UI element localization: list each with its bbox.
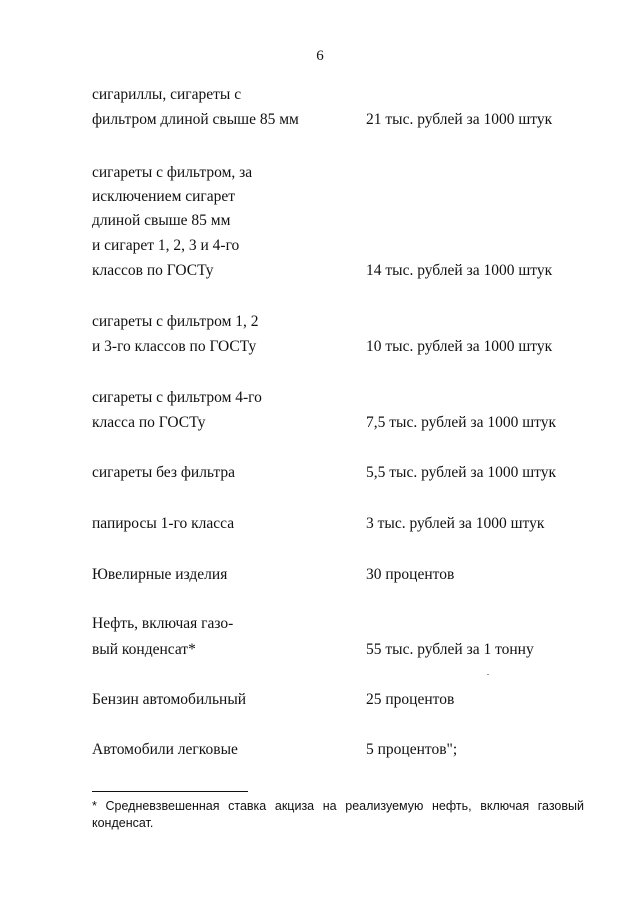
row-name-line: и 3-го классов по ГОСТу — [92, 338, 257, 355]
row-name-line: классов по ГОСТу — [92, 262, 214, 279]
page-number: 6 — [316, 48, 324, 64]
row-name-line: сигареты с фильтром 4-го — [92, 389, 262, 406]
row-rate: 10 тыс. рублей за 1000 штук — [366, 338, 553, 355]
row-name-line: вый конденсат* — [92, 641, 196, 658]
row-name-line: сигареты с фильтром 1, 2 — [92, 313, 259, 330]
row-rate: 55 тыс. рублей за 1 тонну — [366, 641, 534, 658]
row-name-line: фильтром длиной свыше 85 мм — [92, 111, 299, 128]
row-name-line: класса по ГОСТу — [92, 414, 206, 431]
row-name-line: Бензин автомобильный — [92, 691, 247, 708]
row-name-line: папиросы 1-го класса — [92, 515, 235, 532]
footnote-divider — [92, 791, 248, 792]
row-rate: 5,5 тыс. рублей за 1000 штук — [366, 464, 556, 481]
row-name-line: Нефть, включая газо- — [92, 615, 234, 632]
row-name-line: сигареты без фильтра — [92, 464, 235, 481]
row-rate: 25 процентов — [366, 691, 455, 708]
row-name-line: Автомобили легковые — [92, 741, 238, 758]
row-rate: 14 тыс. рублей за 1000 штук — [366, 262, 553, 279]
row-name-line: Ювелирные изделия — [92, 566, 228, 583]
row-name-line: сигариллы, сигареты с — [92, 86, 242, 103]
row-name-line: исключением сигарет — [92, 188, 236, 205]
row-rate: 5 процентов"; — [366, 741, 458, 758]
footnote-text: * Средневзвешенная ставка акциза на реализуемую нефть, включая газовый конденсат. — [92, 799, 584, 830]
row-name-line: и сигарет 1, 2, 3 и 4-го — [92, 237, 240, 254]
row-name-line: сигареты с фильтром, за — [92, 164, 253, 181]
row-rate: 7,5 тыс. рублей за 1000 штук — [366, 414, 556, 431]
row-rate: 30 процентов — [366, 566, 455, 583]
scan-speck — [487, 674, 489, 675]
row-rate: 3 тыс. рублей за 1000 штук — [366, 515, 545, 532]
row-name-line: длиной свыше 85 мм — [92, 212, 231, 229]
row-rate: 21 тыс. рублей за 1000 штук — [366, 111, 553, 128]
